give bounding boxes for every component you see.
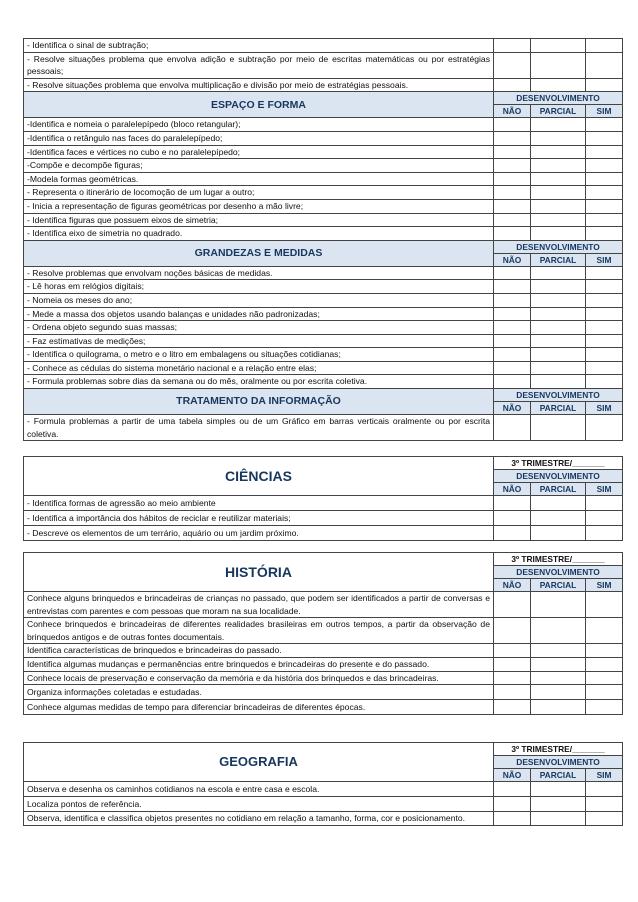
nao-cell[interactable] <box>494 199 531 213</box>
nao-cell[interactable] <box>494 526 531 541</box>
sim-cell[interactable] <box>586 172 623 186</box>
sim-cell[interactable] <box>586 657 623 671</box>
sim-cell[interactable] <box>586 671 623 685</box>
parcial-header: PARCIAL <box>531 402 586 415</box>
criterion-text: -Modela formas geométricas. <box>24 172 494 186</box>
criterion-text: - Faz estimativas de medições; <box>24 334 494 348</box>
criterion-text: - Identifica o quilograma, o metro e o litro em embalagens ou situações cotidianas; <box>24 348 494 362</box>
parcial-cell[interactable] <box>531 700 586 715</box>
criterion-text: - Resolve situações problema que envolva adição e subtração por meio de escritas matemáticas ou por estratégias pessoais; <box>24 52 494 78</box>
parcial-header: PARCIAL <box>531 579 586 592</box>
table-row <box>24 415 623 441</box>
parcial-cell[interactable] <box>531 159 586 173</box>
parcial-cell[interactable] <box>531 199 586 213</box>
desenvolvimento-header: DESENVOLVIMENTO <box>494 389 623 402</box>
parcial-cell[interactable] <box>531 685 586 700</box>
table-row <box>24 78 623 92</box>
parcial-cell[interactable] <box>531 213 586 227</box>
sim-cell[interactable] <box>586 321 623 335</box>
table-row <box>24 511 623 526</box>
sim-cell[interactable] <box>586 186 623 200</box>
parcial-header: PARCIAL <box>531 105 586 118</box>
section-title-grandezas: GRANDEZAS E MEDIDAS <box>24 240 494 266</box>
sim-cell[interactable] <box>586 145 623 159</box>
sim-cell[interactable] <box>586 199 623 213</box>
table-row <box>24 52 623 78</box>
parcial-cell[interactable] <box>531 280 586 294</box>
nao-header: NÃO <box>494 105 531 118</box>
sim-cell[interactable] <box>586 375 623 389</box>
parcial-header: PARCIAL <box>531 253 586 266</box>
table-row <box>24 618 623 644</box>
criterion-text: -Identifica faces e vértices no cubo e no paralelepípedo; <box>24 145 494 159</box>
sim-header: SIM <box>586 769 623 782</box>
sim-cell[interactable] <box>586 159 623 173</box>
parcial-cell[interactable] <box>531 118 586 132</box>
table-row <box>24 685 623 700</box>
sim-cell[interactable] <box>586 415 623 441</box>
criterion-text: - Conhece as cédulas do sistema monetário nacional e a relação entre elas; <box>24 361 494 375</box>
criterion-text: - Identifica a importância dos hábitos de reciclar e reutilizar materiais; <box>24 511 494 526</box>
sim-cell[interactable] <box>586 78 623 92</box>
criterion-text: - Formula problemas a partir de uma tabela simples ou de um Gráfico em barras verticais oralmente ou por escrita coletiva. <box>24 415 494 441</box>
nao-cell[interactable] <box>494 797 531 812</box>
sim-cell[interactable] <box>586 280 623 294</box>
table-row <box>24 348 623 362</box>
parcial-cell[interactable] <box>531 39 586 53</box>
parcial-header: PARCIAL <box>531 769 586 782</box>
criterion-text: Observa, identifica e classifica objetos presentes no cotidiano em relação a tamanho, forma, cor e posicionamento. <box>24 812 494 826</box>
criterion-text: - Lê horas em relógios digitais; <box>24 280 494 294</box>
parcial-cell[interactable] <box>531 657 586 671</box>
sim-cell[interactable] <box>586 526 623 541</box>
nao-cell[interactable] <box>494 348 531 362</box>
parcial-cell[interactable] <box>531 812 586 826</box>
sim-cell[interactable] <box>586 118 623 132</box>
nao-cell[interactable] <box>494 415 531 441</box>
sim-header: SIM <box>586 105 623 118</box>
parcial-cell[interactable] <box>531 293 586 307</box>
criterion-text: -Identifica o retângulo nas faces do paralelepípedo; <box>24 131 494 145</box>
nao-cell[interactable] <box>494 172 531 186</box>
nao-cell[interactable] <box>494 782 531 797</box>
criterion-text: - Resolve problemas que envolvam noções básicas de medidas. <box>24 266 494 280</box>
parcial-cell[interactable] <box>531 348 586 362</box>
criterion-text: - Identifica o sinal de subtração; <box>24 39 494 53</box>
sim-cell[interactable] <box>586 266 623 280</box>
table-row <box>24 172 623 186</box>
nao-cell[interactable] <box>494 644 531 658</box>
table-row <box>24 644 623 658</box>
desenvolvimento-header: DESENVOLVIMENTO <box>494 566 623 579</box>
table-row <box>24 526 623 541</box>
nao-cell[interactable] <box>494 145 531 159</box>
sim-cell[interactable] <box>586 213 623 227</box>
sim-cell[interactable] <box>586 782 623 797</box>
table-row <box>24 293 623 307</box>
parcial-cell[interactable] <box>531 307 586 321</box>
sim-cell[interactable] <box>586 685 623 700</box>
sim-cell[interactable] <box>586 700 623 715</box>
criterion-text: Identifica algumas mudanças e permanências entre brinquedos e brincadeiras do presente e do passado. <box>24 657 494 671</box>
table-row <box>24 812 623 826</box>
criterion-text: - Resolve situações problema que envolva multiplicação e divisão por meio de estratégias pessoais. <box>24 78 494 92</box>
nao-cell[interactable] <box>494 321 531 335</box>
nao-cell[interactable] <box>494 39 531 53</box>
nao-header: NÃO <box>494 483 531 496</box>
trimestre-header: 3º TRIMESTRE/_______ <box>494 457 623 470</box>
criterion-text: - Representa o itinerário de locomoção de um lugar a outro; <box>24 186 494 200</box>
sim-cell[interactable] <box>586 307 623 321</box>
parcial-cell[interactable] <box>531 186 586 200</box>
nao-header: NÃO <box>494 769 531 782</box>
criterion-text: - Formula problemas sobre dias da semana ou do mês, oralmente ou por escrita coletiva. <box>24 375 494 389</box>
nao-cell[interactable] <box>494 227 531 241</box>
table-row <box>24 307 623 321</box>
geografia-table <box>23 742 623 826</box>
sim-cell[interactable] <box>586 644 623 658</box>
nao-cell[interactable] <box>494 361 531 375</box>
criterion-text: - Descreve os elementos de um terrário, aquário ou um jardim próximo. <box>24 526 494 541</box>
section-title-espaco: ESPAÇO E FORMA <box>24 92 494 118</box>
criterion-text: Conhece algumas medidas de tempo para diferenciar brincadeiras de diferentes épocas. <box>24 700 494 715</box>
nao-cell[interactable] <box>494 213 531 227</box>
criterion-text: -Compõe e decompõe figuras; <box>24 159 494 173</box>
nao-header: NÃO <box>494 402 531 415</box>
sim-cell[interactable] <box>586 797 623 812</box>
desenvolvimento-header: DESENVOLVIMENTO <box>494 756 623 769</box>
section-title-tratamento: TRATAMENTO DA INFORMAÇÃO <box>24 389 494 415</box>
parcial-cell[interactable] <box>531 145 586 159</box>
table-row <box>24 266 623 280</box>
table-row <box>24 671 623 685</box>
parcial-cell[interactable] <box>531 511 586 526</box>
criterion-text: Conhece brinquedos e brincadeiras de diferentes realidades brasileiras em outros tempos, a partir da observação de brinquedos antigos e de outras fontes documentais. <box>24 618 494 644</box>
table-row <box>24 375 623 389</box>
table-row <box>24 131 623 145</box>
parcial-cell[interactable] <box>531 172 586 186</box>
sim-cell[interactable] <box>586 592 623 618</box>
parcial-cell[interactable] <box>531 618 586 644</box>
sim-header: SIM <box>586 579 623 592</box>
table-row <box>24 280 623 294</box>
nao-cell[interactable] <box>494 280 531 294</box>
criterion-text: - Mede a massa dos objetos usando balanças e unidades não padronizadas; <box>24 307 494 321</box>
nao-cell[interactable] <box>494 131 531 145</box>
historia-table <box>23 552 623 715</box>
sim-cell[interactable] <box>586 618 623 644</box>
ciencias-table <box>23 456 623 541</box>
sim-cell[interactable] <box>586 52 623 78</box>
sim-cell[interactable] <box>586 293 623 307</box>
nao-cell[interactable] <box>494 592 531 618</box>
table-row <box>24 186 623 200</box>
parcial-cell[interactable] <box>531 375 586 389</box>
nao-cell[interactable] <box>494 685 531 700</box>
parcial-cell[interactable] <box>531 496 586 511</box>
nao-cell[interactable] <box>494 671 531 685</box>
table-row <box>24 159 623 173</box>
section-title-geografia: GEOGRAFIA <box>24 743 494 782</box>
table-row <box>24 199 623 213</box>
sim-cell[interactable] <box>586 348 623 362</box>
nao-cell[interactable] <box>494 700 531 715</box>
matematica-table <box>23 38 623 441</box>
criterion-text: Observa e desenha os caminhos cotidianos na escola e entre casa e escola. <box>24 782 494 797</box>
table-row <box>24 496 623 511</box>
sim-cell[interactable] <box>586 496 623 511</box>
parcial-cell[interactable] <box>531 671 586 685</box>
section-title-ciencias: CIÊNCIAS <box>24 457 494 496</box>
table-row <box>24 657 623 671</box>
criterion-text: Localiza pontos de referência. <box>24 797 494 812</box>
sim-header: SIM <box>586 253 623 266</box>
trimestre-header: 3º TRIMESTRE/_______ <box>494 743 623 756</box>
trimestre-header: 3º TRIMESTRE/_______ <box>494 553 623 566</box>
parcial-cell[interactable] <box>531 266 586 280</box>
nao-cell[interactable] <box>494 511 531 526</box>
table-row <box>24 361 623 375</box>
parcial-cell[interactable] <box>531 415 586 441</box>
parcial-cell[interactable] <box>531 227 586 241</box>
sim-cell[interactable] <box>586 361 623 375</box>
nao-cell[interactable] <box>494 52 531 78</box>
parcial-cell[interactable] <box>531 797 586 812</box>
nao-cell[interactable] <box>494 293 531 307</box>
sim-cell[interactable] <box>586 334 623 348</box>
parcial-cell[interactable] <box>531 78 586 92</box>
sim-cell[interactable] <box>586 39 623 53</box>
nao-cell[interactable] <box>494 496 531 511</box>
table-row <box>24 145 623 159</box>
table-row <box>24 782 623 797</box>
nao-cell[interactable] <box>494 118 531 132</box>
criterion-text: Conhece alguns brinquedos e brincadeiras de crianças no passado, que podem ser identificados a partir de conversas e entrevistas com parentes e com pessoas que moram na sua localidade. <box>24 592 494 618</box>
parcial-cell[interactable] <box>531 526 586 541</box>
criterion-text: - Identifica eixo de simetria no quadrado. <box>24 227 494 241</box>
sim-cell[interactable] <box>586 131 623 145</box>
nao-header: NÃO <box>494 253 531 266</box>
criterion-text: - Identifica formas de agressão ao meio ambiente <box>24 496 494 511</box>
parcial-cell[interactable] <box>531 361 586 375</box>
sim-header: SIM <box>586 483 623 496</box>
parcial-cell[interactable] <box>531 334 586 348</box>
table-row <box>24 321 623 335</box>
desenvolvimento-header: DESENVOLVIMENTO <box>494 92 623 105</box>
parcial-cell[interactable] <box>531 592 586 618</box>
parcial-cell[interactable] <box>531 644 586 658</box>
criterion-text: Conhece locais de preservação e conservação da memória e da história dos brinquedos e das brincadeiras. <box>24 671 494 685</box>
nao-cell[interactable] <box>494 375 531 389</box>
nao-cell[interactable] <box>494 78 531 92</box>
nao-cell[interactable] <box>494 186 531 200</box>
table-row <box>24 39 623 53</box>
desenvolvimento-header: DESENVOLVIMENTO <box>494 240 623 253</box>
nao-cell[interactable] <box>494 266 531 280</box>
criterion-text: - Inicia a representação de figuras geométricas por desenho a mão livre; <box>24 199 494 213</box>
table-row <box>24 227 623 241</box>
criterion-text: - Ordena objeto segundo suas massas; <box>24 321 494 335</box>
table-row <box>24 213 623 227</box>
parcial-header: PARCIAL <box>531 483 586 496</box>
nao-cell[interactable] <box>494 159 531 173</box>
criterion-text: - Nomeia os meses do ano; <box>24 293 494 307</box>
section-title-historia: HISTÓRIA <box>24 553 494 592</box>
nao-cell[interactable] <box>494 307 531 321</box>
nao-header: NÃO <box>494 579 531 592</box>
sim-cell[interactable] <box>586 812 623 826</box>
nao-cell[interactable] <box>494 812 531 826</box>
nao-cell[interactable] <box>494 334 531 348</box>
parcial-cell[interactable] <box>531 782 586 797</box>
criterion-text: - Identifica figuras que possuem eixos de simetria; <box>24 213 494 227</box>
nao-cell[interactable] <box>494 657 531 671</box>
table-row <box>24 592 623 618</box>
parcial-cell[interactable] <box>531 131 586 145</box>
table-row <box>24 118 623 132</box>
table-row <box>24 700 623 715</box>
criterion-text: -Identifica e nomeia o paralelepípedo (bloco retangular); <box>24 118 494 132</box>
table-row <box>24 334 623 348</box>
parcial-cell[interactable] <box>531 321 586 335</box>
table-row <box>24 797 623 812</box>
sim-cell[interactable] <box>586 227 623 241</box>
criterion-text: Identifica características de brinquedos e brincadeiras do passado. <box>24 644 494 658</box>
sim-cell[interactable] <box>586 511 623 526</box>
nao-cell[interactable] <box>494 618 531 644</box>
desenvolvimento-header: DESENVOLVIMENTO <box>494 470 623 483</box>
criterion-text: Organiza informações coletadas e estudadas. <box>24 685 494 700</box>
parcial-cell[interactable] <box>531 52 586 78</box>
sim-header: SIM <box>586 402 623 415</box>
